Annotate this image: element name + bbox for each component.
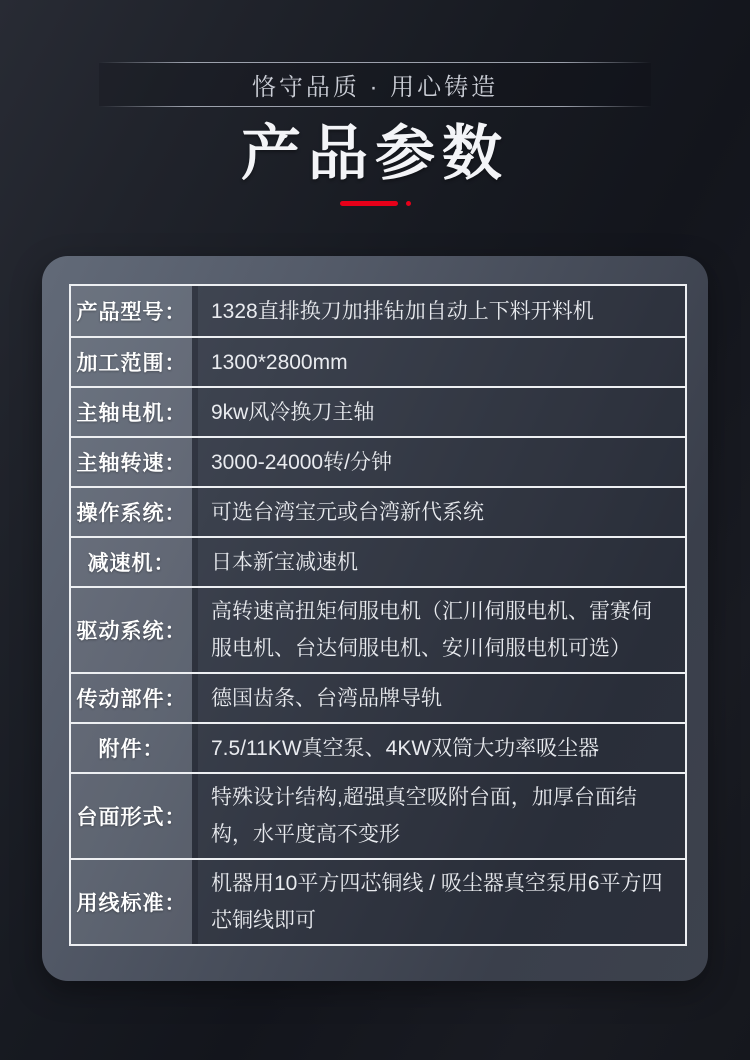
spec-value: 7.5/11KW真空泵、4KW双筒大功率吸尘器 [198, 724, 685, 772]
title-underline [0, 200, 750, 206]
table-row [71, 436, 685, 486]
table-row [71, 858, 685, 944]
table-row [71, 336, 685, 386]
table-row [71, 486, 685, 536]
page-title: 产品参数 [241, 120, 509, 187]
spec-label: 主轴转速： [71, 438, 192, 486]
spec-value: 德国齿条、台湾品牌导轨 [198, 674, 685, 722]
spec-value: 1328直排换刀加排钻加自动上下料开料机 [198, 286, 685, 336]
spec-label: 产品型号： [71, 286, 192, 336]
spec-value: 3000-24000转/分钟 [198, 438, 685, 486]
table-row [71, 386, 685, 436]
underline-dot [406, 201, 411, 206]
table-row [71, 536, 685, 586]
table-row [71, 722, 685, 772]
spec-value: 机器用10平方四芯铜线 / 吸尘器真空泵用6平方四芯铜线即可 [198, 860, 685, 944]
spec-value: 9kw风冷换刀主轴 [198, 388, 685, 436]
spec-label: 台面形式： [71, 774, 192, 858]
spec-label: 加工范围： [71, 338, 192, 386]
spec-label: 用线标准： [71, 860, 192, 944]
spec-value: 特殊设计结构,超强真空吸附台面，加厚台面结构，水平度高不变形 [198, 774, 685, 858]
spec-label: 驱动系统： [71, 588, 192, 672]
spec-label: 减速机： [71, 538, 192, 586]
spec-value: 高转速高扭矩伺服电机（汇川伺服电机、雷赛伺服电机、台达伺服电机、安川伺服电机可选） [198, 588, 685, 672]
table-row [71, 586, 685, 672]
spec-table [69, 284, 687, 946]
spec-value: 1300*2800mm [198, 338, 685, 386]
table-row [71, 772, 685, 858]
spec-panel [42, 256, 708, 981]
divider-line-bottom [99, 106, 651, 107]
slogan-text: 恪守品质 · 用心铸造 [99, 63, 651, 106]
spec-label: 附件： [71, 724, 192, 772]
page-header [0, 62, 750, 206]
table-row [71, 286, 685, 336]
spec-label: 传动部件： [71, 674, 192, 722]
spec-value: 可选台湾宝元或台湾新代系统 [198, 488, 685, 536]
spec-label: 操作系统： [71, 488, 192, 536]
spec-label: 主轴电机： [71, 388, 192, 436]
underline-bar [340, 201, 398, 206]
slogan-band [99, 62, 651, 107]
table-row [71, 672, 685, 722]
spec-value: 日本新宝减速机 [198, 538, 685, 586]
